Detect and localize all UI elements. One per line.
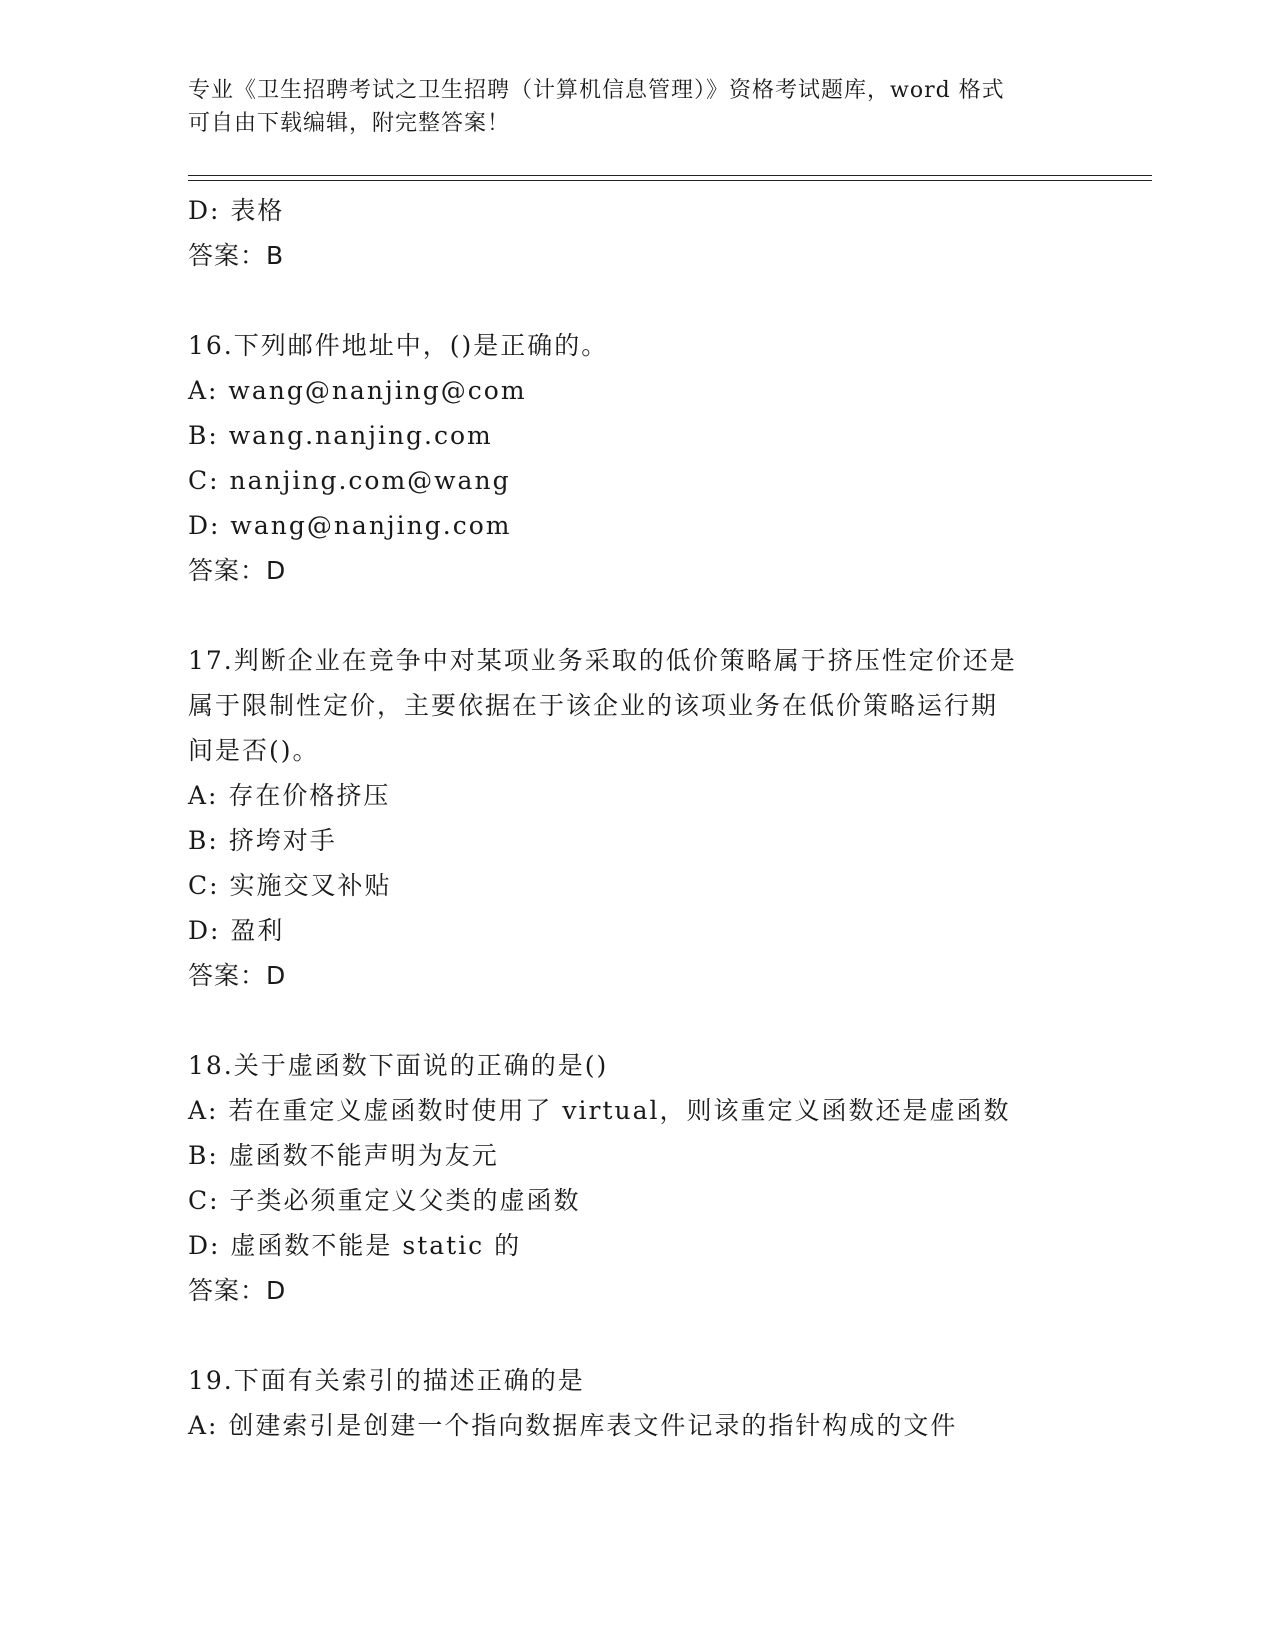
question-19 <box>188 1358 1088 1448</box>
stem-line: 17.判断企业在竞争中对某项业务采取的低价策略属于挤压性定价还是 <box>188 646 1017 675</box>
answer-line: 答案：B <box>188 241 285 270</box>
question-stem <box>188 638 1088 773</box>
option-b: B: 虚函数不能声明为友元 <box>188 1141 499 1170</box>
option-c: C: 实施交叉补贴 <box>188 871 392 900</box>
question-stem <box>188 1043 1088 1088</box>
option-d: D: 盈利 <box>188 916 285 945</box>
question-18 <box>188 1043 1088 1313</box>
document-body <box>188 188 1088 1448</box>
option-a: A: wang@nanjing@com <box>188 376 527 405</box>
stem-line: 16.下列邮件地址中，()是正确的。 <box>188 331 609 360</box>
header-divider-top <box>188 175 1152 176</box>
option-d: D: 表格 <box>188 196 285 225</box>
header-divider-bottom <box>188 180 1152 181</box>
option-c: C: 子类必须重定义父类的虚函数 <box>188 1186 581 1215</box>
stem-line: 间是否()。 <box>188 736 320 765</box>
option-b: B: 挤垮对手 <box>188 826 337 855</box>
previous-question-tail <box>188 188 1088 278</box>
document-header <box>188 74 1088 140</box>
option-a: A: 存在价格挤压 <box>188 781 391 810</box>
header-line-2: 可自由下载编辑，附完整答案！ <box>188 111 511 136</box>
answer-line: 答案：D <box>188 1276 287 1305</box>
answer-line: 答案：D <box>188 961 287 990</box>
option-d: D: 虚函数不能是 static 的 <box>188 1231 522 1260</box>
question-17 <box>188 638 1088 998</box>
question-stem <box>188 323 1088 368</box>
option-d: D: wang@nanjing.com <box>188 511 512 540</box>
stem-line: 19.下面有关索引的描述正确的是 <box>188 1366 585 1395</box>
header-line-1: 专业《卫生招聘考试之卫生招聘（计算机信息管理）》资格考试题库，word 格式 <box>188 78 1005 103</box>
stem-line: 属于限制性定价，主要依据在于该企业的该项业务在低价策略运行期 <box>188 691 999 720</box>
option-b: B: wang.nanjing.com <box>188 421 493 450</box>
answer-line: 答案：D <box>188 556 287 585</box>
option-c: C: nanjing.com@wang <box>188 466 511 495</box>
question-16 <box>188 323 1088 593</box>
option-a: A: 若在重定义虚函数时使用了 virtual，则该重定义函数还是虚函数 <box>188 1096 1011 1125</box>
question-stem <box>188 1358 1088 1403</box>
stem-line: 18.关于虚函数下面说的正确的是() <box>188 1051 609 1080</box>
option-a: A: 创建索引是创建一个指向数据库表文件记录的指针构成的文件 <box>188 1411 958 1440</box>
